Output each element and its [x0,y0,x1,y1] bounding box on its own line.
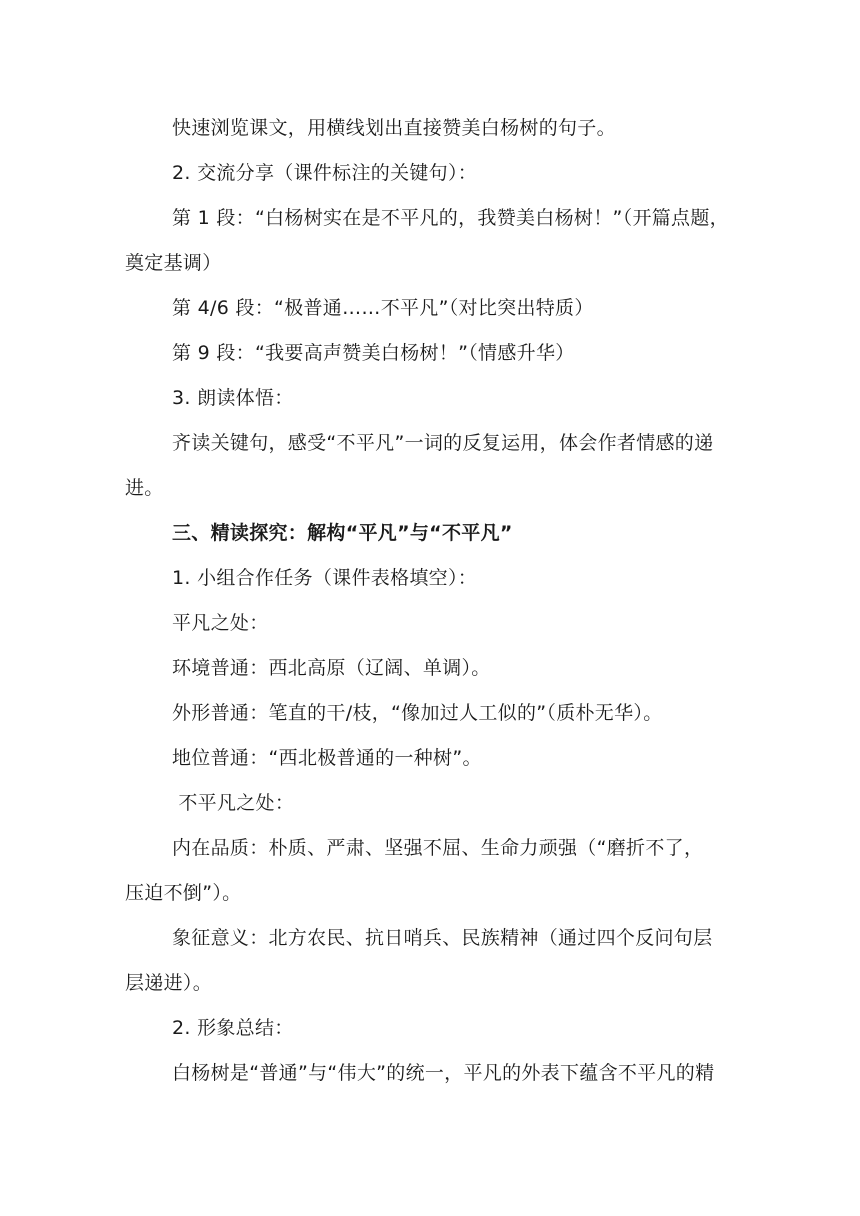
paragraph-summary: 白杨树是“普通”与“伟大”的统一，平凡的外表下蕴含不平凡的精 [172,1062,715,1084]
label-extraordinary: 不平凡之处： [172,792,295,814]
item-appearance: 外形普通：笔直的干/枝，“像加过人工似的”（质朴无华）。 [172,702,663,724]
heading-read-aloud: 3. 朗读体悟： [172,387,294,409]
quote-para-1: 第 1 段：“白杨树实在是不平凡的，我赞美白杨树！”（开篇点题， [172,207,729,229]
quote-para-9: 第 9 段：“我要高声赞美白杨树！”（情感升华） [172,342,575,364]
section-heading-close-reading: 三、精读探究：解构“平凡”与“不平凡” [172,522,513,544]
item-inner-quality-cont: 压迫不倒”）。 [125,882,242,904]
heading-group-task: 1. 小组合作任务（课件表格填空）： [172,567,478,589]
item-environment: 环境普通：西北高原（辽阔、单调）。 [172,657,491,679]
item-symbolism-cont: 层递进）。 [125,972,213,994]
paragraph-browse-task: 快速浏览课文，用横线划出直接赞美白杨树的句子。 [172,117,616,139]
quote-para-4-6: 第 4/6 段：“极普通……不平凡”（对比突出特质） [172,297,594,319]
label-ordinary: 平凡之处： [172,612,269,634]
heading-share: 2. 交流分享（课件标注的关键句）： [172,162,478,184]
paragraph-read-aloud: 齐读关键句，感受“不平凡”一词的反复运用，体会作者情感的递 [172,432,714,454]
item-inner-quality: 内在品质：朴质、严肃、坚强不屈、生命力顽强（“磨折不了， [172,837,704,859]
item-symbolism: 象征意义：北方农民、抗日哨兵、民族精神（通过四个反问句层 [172,927,713,949]
item-status: 地位普通：“西北极普通的一种树”。 [172,747,482,769]
quote-para-1-cont: 奠定基调） [125,252,222,274]
paragraph-read-aloud-cont: 进。 [125,477,164,499]
heading-summary: 2. 形象总结： [172,1017,294,1039]
